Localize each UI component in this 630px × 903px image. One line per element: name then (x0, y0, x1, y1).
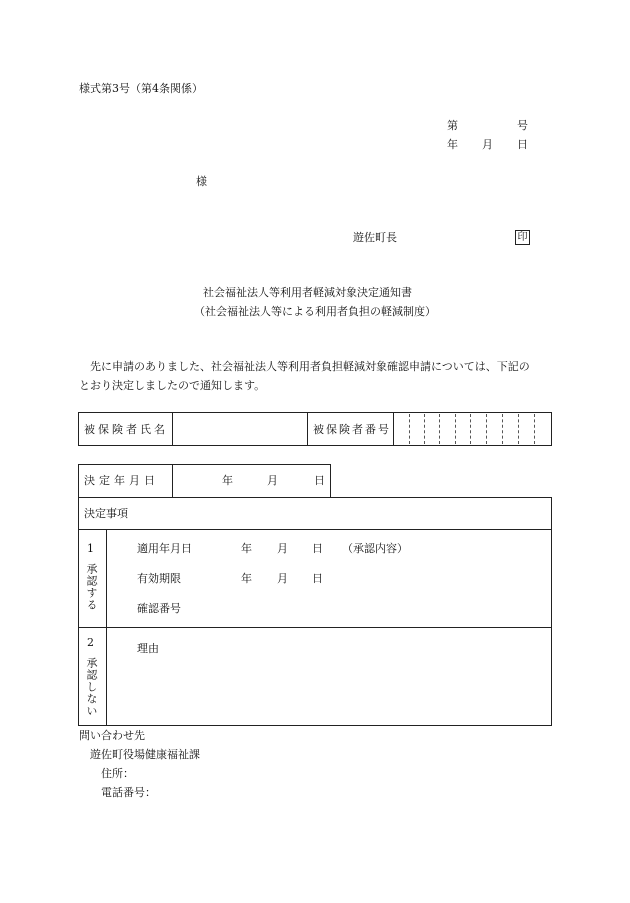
contact-phone-label: 電話番号： (101, 786, 156, 799)
body-line-2: とおり決定しましたので通知します。 (79, 379, 266, 392)
expiry-year: 年 (241, 572, 252, 585)
seal-mark: 印 (515, 230, 530, 245)
decision-date-year: 年 (222, 474, 233, 487)
expiry-label: 有効期限 (137, 572, 181, 585)
decision-date-day: 日 (314, 474, 325, 487)
date-day: 日 (517, 138, 528, 151)
insured-name-field[interactable] (176, 416, 303, 442)
decision-items-label: 決定事項 (84, 507, 128, 520)
issue-no-dai: 第 (447, 119, 458, 132)
contact-address-label: 住所： (101, 767, 134, 780)
insured-number-field[interactable] (396, 416, 548, 442)
addressee-suffix: 様 (196, 175, 207, 188)
body-line-1: 先に申請のありました、社会福祉法人等利用者負担軽減対象確認申請については、下記の (90, 360, 530, 373)
deny-label: 承認しない (85, 657, 98, 717)
apply-date-month: 月 (277, 542, 288, 555)
date-month: 月 (482, 138, 493, 151)
apply-date-year: 年 (241, 542, 252, 555)
approval-content-note: （承認内容） (342, 542, 408, 555)
confirmation-number-label: 確認番号 (137, 602, 181, 615)
decision-date-label: 決定年月日 (84, 474, 159, 487)
reason-label: 理由 (137, 642, 159, 655)
document-title: 社会福祉法人等利用者軽減対象決定通知書 (203, 286, 412, 299)
contact-office: 遊佐町役場健康福祉課 (90, 748, 200, 761)
date-year: 年 (447, 138, 458, 151)
insured-name-label: 被保険者氏名 (84, 423, 168, 436)
issuer-name: 遊佐町長 (353, 231, 397, 244)
issue-no-go: 号 (517, 119, 528, 132)
apply-date-day: 日 (312, 542, 323, 555)
approve-label: 承認する (85, 563, 98, 611)
apply-date-label: 適用年月日 (137, 542, 192, 555)
contact-heading: 問い合わせ先 (79, 729, 145, 742)
form-id: 様式第3号（第4条関係） (79, 82, 203, 95)
deny-number: 2 (87, 636, 94, 649)
expiry-month: 月 (277, 572, 288, 585)
document-subtitle: （社会福祉法人等による利用者負担の軽減制度） (194, 305, 436, 318)
decision-date-month: 月 (267, 474, 278, 487)
expiry-day: 日 (312, 572, 323, 585)
approve-number: 1 (87, 542, 94, 555)
insured-number-label: 被保険者番号 (313, 423, 391, 436)
